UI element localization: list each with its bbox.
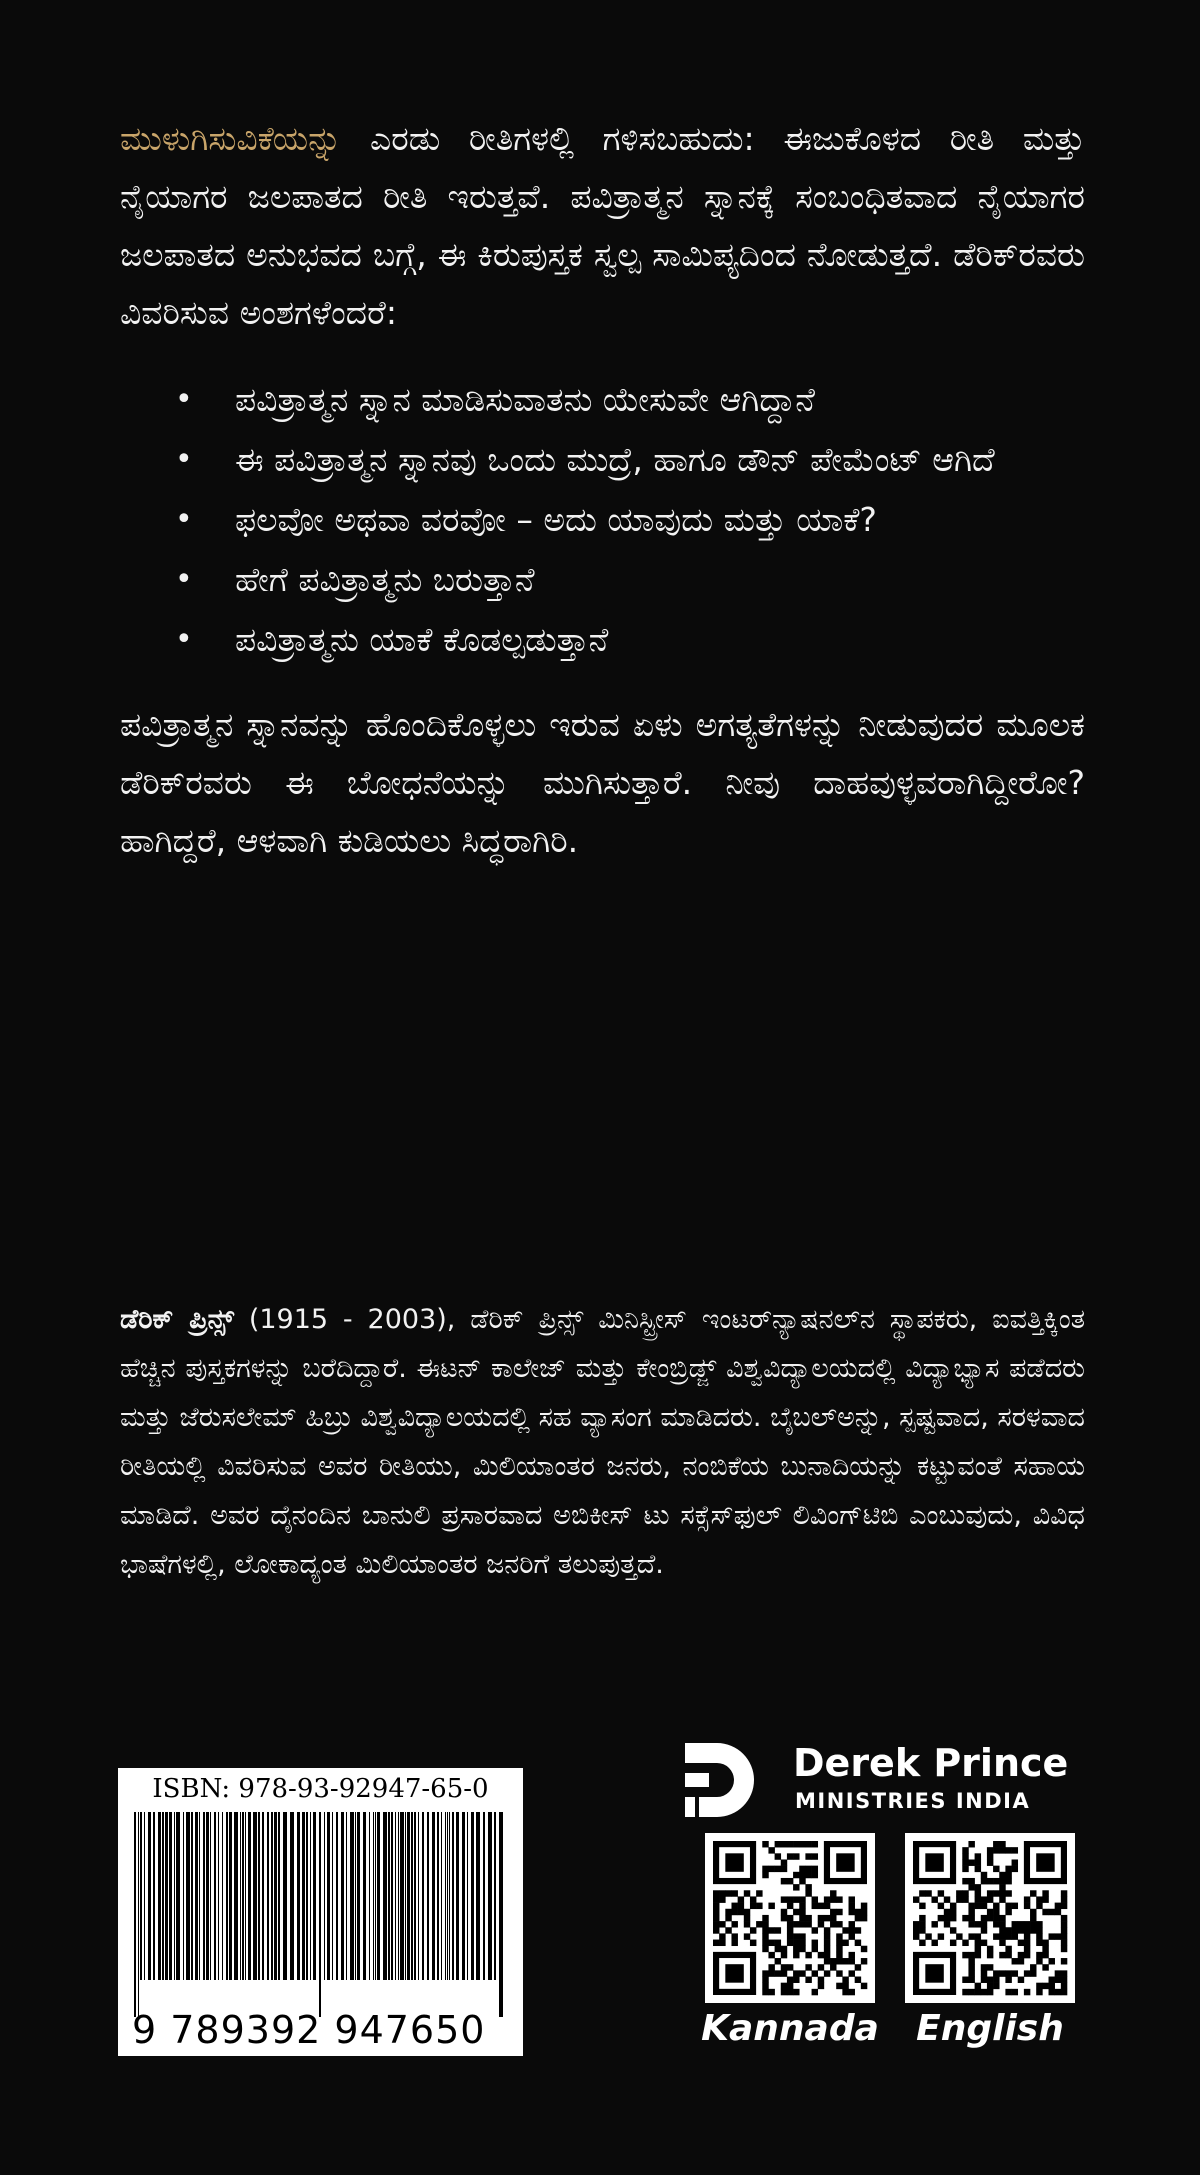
barcode-bar <box>203 1812 205 1980</box>
barcode-bars <box>132 1812 510 2017</box>
barcode-bar <box>336 1812 338 1980</box>
barcode-bar <box>437 1812 439 1980</box>
barcode-bar <box>253 1812 257 1980</box>
intro-paragraph <box>120 110 1085 342</box>
barcode-bar <box>242 1812 244 1980</box>
author-name: ಡೆರಿಕ್ ಪ್ರಿನ್ಸ್ <box>120 1304 234 1335</box>
barcode-bar <box>332 1812 333 1980</box>
logo-name: Derek Prince <box>793 1741 1069 1785</box>
topic-list <box>120 372 1085 668</box>
barcode-bar <box>290 1812 294 1980</box>
qr-label-kannada: Kannada <box>701 2008 879 2049</box>
intro-text: ಎರಡು ರೀತಿಗಳಲ್ಲಿ ಗಳಿಸಬಹುದು: ಈಜುಕೊಳದ ರೀತಿ ಮತ್ತು ನೈಯಾಗರ ಜಲಪಾತದ ರೀತಿ ಇರುತ್ತವೆ. ಪವಿತ್ರಾತ್ಮನ ಸ್ನಾನಕ್ಕೆ ಸಂಬಂಧಿತವಾದ ನೈಯಾಗರ ಜಲಪಾತದ ಅನುಭವದ ಬಗ್ಗೆ, ಈ ಕಿರುಪುಸ್ತಕ ಸ್ವಲ್ಪ ಸಾಮಿಪ್ಯದಿಂದ ನೋಡುತ್ತದೆ. ಡೆರಿಕ್‌ರವರು ವಿವರಿಸುವ ಅಂಶಗಳೆಂದರೆ: <box>120 119 1085 332</box>
list-item: • ಫಲವೋ ಅಥವಾ ವರವೋ – ಅದು ಯಾವುದು ಮತ್ತು ಯಾಕೆ? <box>175 492 1015 548</box>
barcode-bar <box>373 1812 374 1980</box>
barcode-bar <box>488 1812 492 1980</box>
barcode-bar <box>363 1812 366 1980</box>
barcode-bar <box>271 1812 273 1980</box>
barcode-digits: 9 789392 947650 <box>132 2008 486 2052</box>
qr-code-kannada[interactable] <box>705 1833 875 2003</box>
logo-subtitle: MINISTRIES INDIA <box>795 1789 1031 1813</box>
barcode-bar <box>195 1812 198 1980</box>
barcode-bar <box>283 1812 287 1980</box>
barcode-bar <box>327 1812 330 1980</box>
barcode-bar <box>138 1812 139 2017</box>
barcode-bar <box>319 1812 321 2017</box>
barcode-bar <box>383 1812 387 1980</box>
barcode-bar <box>210 1812 211 1980</box>
barcode-bar <box>183 1812 184 1980</box>
barcode-bar <box>278 1812 280 1980</box>
barcode-bar <box>452 1812 454 1980</box>
qr-code-english[interactable] <box>905 1833 1075 2003</box>
barcode-bar <box>165 1812 168 1980</box>
barcode-bar <box>462 1812 465 1980</box>
barcode-bar <box>476 1812 480 1980</box>
barcode-bar <box>388 1812 390 1980</box>
isbn-label: ISBN: 978-93-92947-65-0 <box>152 1774 489 1804</box>
barcode-bar <box>199 1812 200 1980</box>
barcode-bar <box>432 1812 435 1980</box>
barcode-bar <box>153 1812 155 1980</box>
qr-code-icon <box>705 1833 875 2003</box>
barcode-bar <box>375 1812 376 1980</box>
barcode-bar <box>144 1812 145 1980</box>
barcode-bar <box>427 1812 429 1980</box>
barcode-bar <box>471 1812 474 1980</box>
list-item: • ಹೇಗೆ ಪವಿತ್ರಾತ್ಮನು ಬರುತ್ತಾನೆ <box>175 552 1015 608</box>
barcode-bar <box>226 1812 228 1980</box>
barcode-bar <box>398 1812 399 1980</box>
barcode-bar <box>234 1812 238 1980</box>
barcode-bar <box>267 1812 269 1980</box>
barcode-bar <box>262 1812 264 1980</box>
barcode-bar <box>310 1812 311 1980</box>
barcode-bar <box>258 1812 260 1980</box>
barcode-bar <box>447 1812 448 1980</box>
barcode-bar <box>218 1812 219 1980</box>
barcode-bar <box>162 1812 164 1980</box>
derek-prince-logo-icon <box>675 1735 765 1825</box>
barcode-bar <box>499 1812 503 2017</box>
barcode-bar <box>313 1812 316 1980</box>
barcode-bar <box>395 1812 396 1980</box>
barcode-bar <box>441 1812 442 1980</box>
description-block <box>120 110 1085 870</box>
list-item: • ಪವಿತ್ರಾತ್ಮನು ಯಾಕೆ ಕೊಡಲ್ಪಡುತ್ತಾನೆ <box>175 612 1015 668</box>
barcode-bar <box>422 1812 424 1980</box>
barcode-bar <box>176 1812 180 1980</box>
barcode-bar <box>169 1812 172 1980</box>
barcode-bar <box>158 1812 161 1980</box>
barcode-bar <box>456 1812 459 1980</box>
barcode-bar <box>245 1812 246 1980</box>
list-item: • ಈ ಪವಿತ್ರಾತ್ಮನ ಸ್ನಾನವು ಒಂದು ಮುದ್ರೆ, ಹಾಗೂ ಡೌನ್ ಪೇಮೆಂಟ್ ಆಗಿದೆ <box>175 432 1015 488</box>
barcode-bar <box>350 1812 354 1980</box>
barcode-bar <box>240 1812 241 1980</box>
barcode-bar <box>357 1812 360 1980</box>
barcode-bar <box>407 1812 410 1980</box>
barcode-bar <box>405 1812 406 1980</box>
barcode-bar <box>414 1812 416 1980</box>
barcode-bar <box>306 1812 308 1980</box>
intro-highlight: ಮುಳುಗಿಸುವಿಕೆಯನ್ನು <box>120 119 342 158</box>
author-bio <box>120 1295 1085 1589</box>
barcode-bar <box>411 1812 413 1980</box>
barcode-bar <box>418 1812 419 1980</box>
barcode-bar <box>391 1812 393 1980</box>
barcode-bar <box>369 1812 370 1980</box>
isbn-barcode <box>118 1768 523 2056</box>
barcode-bar <box>222 1812 223 1980</box>
author-bio-text: (1915 - 2003), ಡೆರಿಕ್ ಪ್ರಿನ್ಸ್ ಮಿನಿಸ್ಟ್ರೀಸ್ ಇಂಟರ್‌ನ್ಯಾಷನಲ್‌ನ ಸ್ಥಾಪಕರು, ಐವತ್ತಿಕ್ಕಿಂತ ಹೆಚ್ಚಿನ ಪುಸ್ತಕಗಳನ್ನು ಬರೆದಿದ್ದಾರೆ. ಈಟನ್ ಕಾಲೇಜ್ ಮತ್ತು ಕೇಂಬ್ರಿಡ್ಜ್ ವಿಶ್ವವಿದ್ಯಾಲಯದಲ್ಲಿ ವಿದ್ಯಾಭ್ಯಾಸ ಪಡೆದರು ಮತ್ತು ಜೆರುಸಲೇಮ್ ಹಿಬ್ರು ವಿಶ್ವವಿದ್ಯಾಲಯದಲ್ಲಿ ಸಹ ವ್ಯಾಸಂಗ ಮಾಡಿದರು. ಬೈಬಲ್‌ಅನ್ನು, ಸ್ಪಷ್ಟವಾದ, ಸರಳವಾದ ರೀತಿಯಲ್ಲಿ ವಿವರಿಸುವ ಅವರ ರೀತಿಯು, ಮಿಲಿಯಾಂತರ ಜನರು, ನಂಬಿಕೆಯ ಬುನಾದಿಯನ್ನು ಕಟ್ಟುವಂತೆ ಸಹಾಯ ಮಾಡಿದೆ. ಅವರ ದೈನಂದಿನ ಬಾನುಲಿ ಪ್ರಸಾರವಾದ ಅಬಿಕೀಸ್ ಟು ಸಕ್ಸೆಸ್‌ಫುಲ್ ಲಿವಿಂಗ್‌ಟಿಬಿ ಎಂಬುವುದು, ವಿವಿಧ ಭಾಷೆಗಳಲ್ಲಿ, ಲೋಕಾದ್ಯಂತ ಮಿಲಿಯಾಂತರ ಜನರಿಗೆ ತಲುಪುತ್ತದೆ. <box>120 1304 1085 1580</box>
barcode-bar <box>229 1812 232 1980</box>
closing-paragraph: ಪವಿತ್ರಾತ್ಮನ ಸ್ನಾನವನ್ನು ಹೊಂದಿಕೊಳ್ಳಲು ಇರುವ ಏಳು ಅಗತ್ಯತೆಗಳನ್ನು ನೀಡುವುದರ ಮೂಲಕ ಡೆರಿಕ್‌ರವರು ಈ ಬೋಧನೆಯನ್ನು ಮುಗಿಸುತ್ತಾರೆ. ನೀವು ದಾಹವುಳ್ಳವರಾಗಿದ್ದೀರೋ? ಹಾಗಿದ್ದರೆ, ಆಳವಾಗಿ ಕುಡಿಯಲು ಸಿದ್ಧರಾಗಿರಿ. <box>120 705 1085 860</box>
barcode-bar <box>248 1812 251 1980</box>
barcode-bar <box>400 1812 404 1980</box>
barcode-bar <box>174 1812 175 1980</box>
barcode-bar <box>445 1812 446 1980</box>
barcode-bar <box>297 1812 300 1980</box>
barcode-bar <box>148 1812 151 1980</box>
barcode-bar <box>355 1812 356 1980</box>
publisher-logo <box>675 1733 1085 1828</box>
barcode-bar <box>214 1812 216 1980</box>
barcode-bar <box>274 1812 277 1980</box>
barcode-bar <box>377 1812 380 1980</box>
barcode-bar <box>302 1812 305 1980</box>
barcode-bar <box>206 1812 209 1980</box>
barcode-bar <box>467 1812 468 1980</box>
barcode-bar <box>341 1812 344 1980</box>
list-item: • ಪವಿತ್ರಾತ್ಮನ ಸ್ನಾನ ಮಾಡಿಸುವಾತನು ಯೇಸುವೇ ಆಗಿದ್ದಾನೆ <box>175 372 1015 428</box>
barcode-bar <box>483 1812 485 1980</box>
barcode-bar <box>186 1812 190 1980</box>
barcode-bar <box>324 1812 325 1980</box>
barcode-bar <box>134 1812 136 2017</box>
barcode-bar <box>346 1812 347 1980</box>
barcode-bar <box>494 1812 496 1980</box>
barcode-bar <box>140 1812 142 1980</box>
barcode-bar <box>191 1812 193 1980</box>
barcode-bar <box>449 1812 450 1980</box>
qr-code-icon <box>905 1833 1075 2003</box>
qr-label-english: English <box>916 2008 1064 2049</box>
